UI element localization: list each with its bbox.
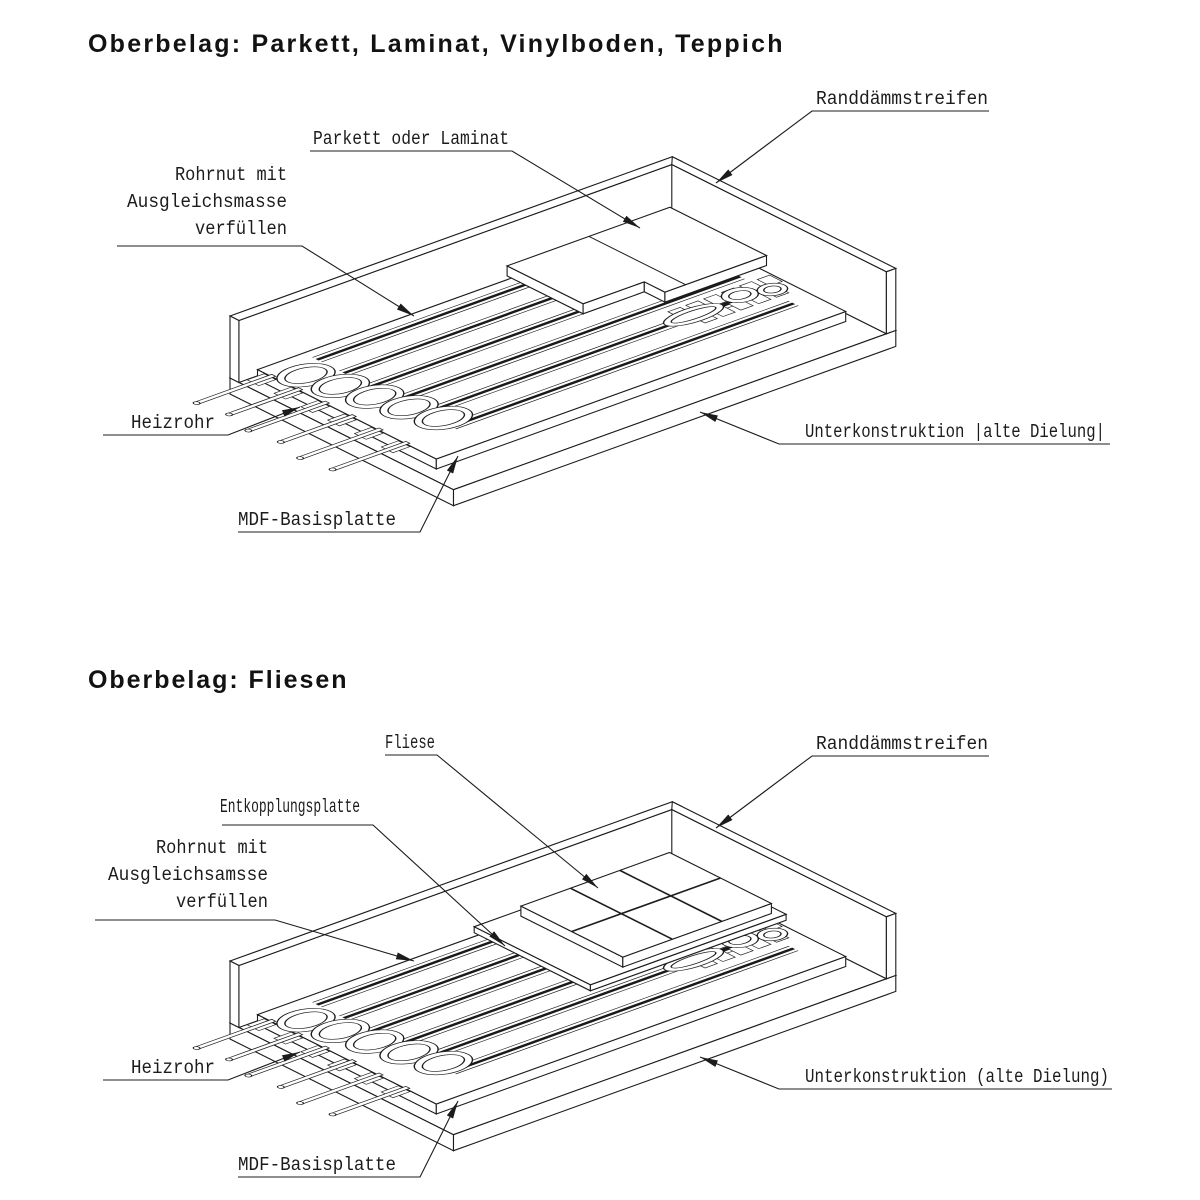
diagram1-assembly — [185, 157, 896, 506]
label-unterkonstruktion-2: Unterkonstruktion (alte Dielung) — [805, 1066, 1109, 1088]
label-heizrohr-2: Heizrohr — [131, 1057, 215, 1079]
label-oberbelag-1: Parkett oder Laminat — [313, 128, 509, 150]
label-randdaemmstreifen-1: Randdämmstreifen — [816, 88, 988, 110]
label-rohrnut-2-line3: verfüllen — [176, 891, 268, 913]
label-basisplatte-1: MDF-Basisplatte — [238, 509, 396, 531]
label-heizrohr-1: Heizrohr — [131, 412, 215, 434]
leader-randdaemmstreifen-2 — [716, 756, 989, 828]
diagram2-assembly — [185, 802, 896, 1151]
label-rohrnut-2-line2: Ausgleichsamsse — [108, 864, 268, 886]
label-basisplatte-2: MDF-Basisplatte — [238, 1154, 396, 1176]
label-rohrnut-2-line1: Rohrnut mit — [156, 837, 268, 859]
label-randdaemmstreifen-2: Randdämmstreifen — [816, 733, 988, 755]
label-entkopplungsplatte: Entkopplungsplatte — [220, 796, 360, 818]
label-rohrnut-1-line1: Rohrnut mit — [175, 164, 287, 186]
label-unterkonstruktion-1: Unterkonstruktion |alte Dielung| — [805, 421, 1105, 443]
section1-heading: Oberbelag: Parkett, Laminat, Vinylboden, Teppich — [88, 30, 783, 58]
label-rohrnut-1-line2: Ausgleichsmasse — [127, 191, 287, 213]
section2-heading: Oberbelag: Fliesen — [88, 666, 347, 694]
label-rohrnut-1-line3: verfüllen — [195, 218, 287, 240]
leader-randdaemmstreifen-1 — [716, 111, 989, 183]
label-fliese: Fliese — [385, 732, 435, 754]
